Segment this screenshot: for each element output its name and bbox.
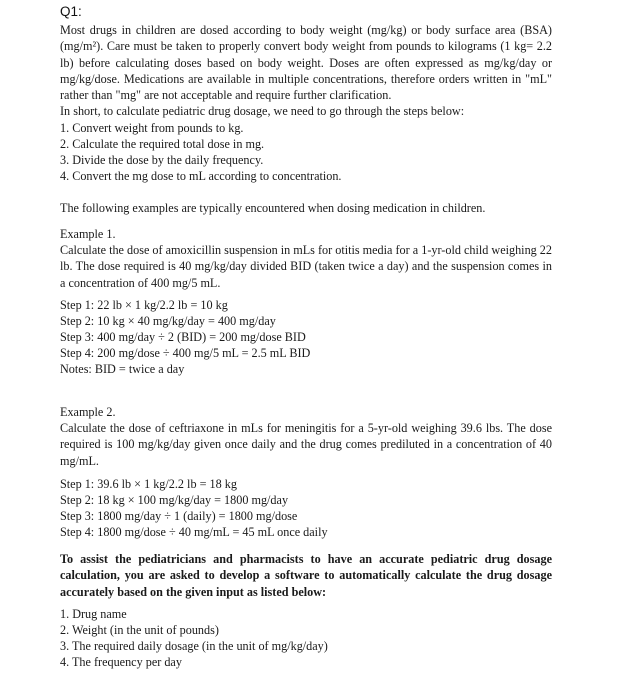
task-input-3: 3. The required daily dosage (in the unit of mg/kg/day) [60, 639, 328, 653]
task-input-4: 4. The frequency per day [60, 655, 182, 669]
question-label: Q1: [60, 4, 82, 19]
example1-step-2: Step 2: 10 kg × 40 mg/kg/day = 400 mg/day [60, 314, 276, 328]
intro-step-3: 3. Divide the dose by the daily frequency. [60, 153, 264, 167]
task-statement: To assist the pediatricians and pharmacists to have an accurate pediatric drug dosage calculation, you are asked to develop a software to automatically calculate the drug dosage accurately based on the given input as listed below: [60, 552, 552, 599]
example1-step-3: Step 3: 400 mg/day ÷ 2 (BID) = 200 mg/dose BID [60, 330, 306, 344]
example1-description: Calculate the dose of amoxicillin suspension in mLs for otitis media for a 1-yr-old child weighing 22 lb. The dose required is 40 mg/kg/day divided BID (taken twice a day) and the suspension comes in a concentration of 400 mg/5 mL. [60, 243, 552, 290]
intro-paragraph: Most drugs in children are dosed according to body weight (mg/kg) or body surface area (BSA) (mg/m²). Care must be taken to properly convert body weight from pounds to kilograms (1 kg= 2.2 lb) before calculating doses based on body weight. Doses are often expressed as mg/kg/day or mg/kg/dose. Medications are available in multiple concentrations, therefore orders written in "mL" rather than "mg" are not acceptable and require further clarification. [60, 23, 552, 103]
example2-step-2: Step 2: 18 kg × 100 mg/kg/day = 1800 mg/day [60, 493, 289, 507]
example2-step-3: Step 3: 1800 mg/day ÷ 1 (daily) = 1800 mg/dose [60, 509, 298, 523]
intro-step-1: 1. Convert weight from pounds to kg. [60, 121, 244, 135]
intro-step-2: 2. Calculate the required total dose in mg. [60, 137, 265, 151]
example1-notes: Notes: BID = twice a day [60, 362, 185, 376]
intro-step-4: 4. Convert the mg dose to mL according to concentration. [60, 169, 342, 183]
task-input-2: 2. Weight (in the unit of pounds) [60, 623, 219, 637]
example1-title: Example 1. [60, 227, 116, 241]
task-input-1: 1. Drug name [60, 607, 127, 621]
example2-step-1: Step 1: 39.6 lb × 1 kg/2.2 lb = 18 kg [60, 477, 237, 491]
example1-step-1: Step 1: 22 lb × 1 kg/2.2 lb = 10 kg [60, 298, 228, 312]
example2-title: Example 2. [60, 405, 116, 419]
intro-summary: In short, to calculate pediatric drug dosage, we need to go through the steps below: [60, 104, 465, 118]
example2-step-4: Step 4: 1800 mg/dose ÷ 40 mg/mL = 45 mL once daily [60, 525, 328, 539]
example1-step-4: Step 4: 200 mg/dose ÷ 400 mg/5 mL = 2.5 mL BID [60, 346, 311, 360]
examples-intro: The following examples are typically encountered when dosing medication in children. [60, 201, 486, 215]
example2-description: Calculate the dose of ceftriaxone in mLs for meningitis for a 5-yr-old weighing 39.6 lbs. The dose required is 100 mg/kg/day given once daily and the drug comes prediluted in a concentration of 40 mg/mL. [60, 421, 552, 468]
